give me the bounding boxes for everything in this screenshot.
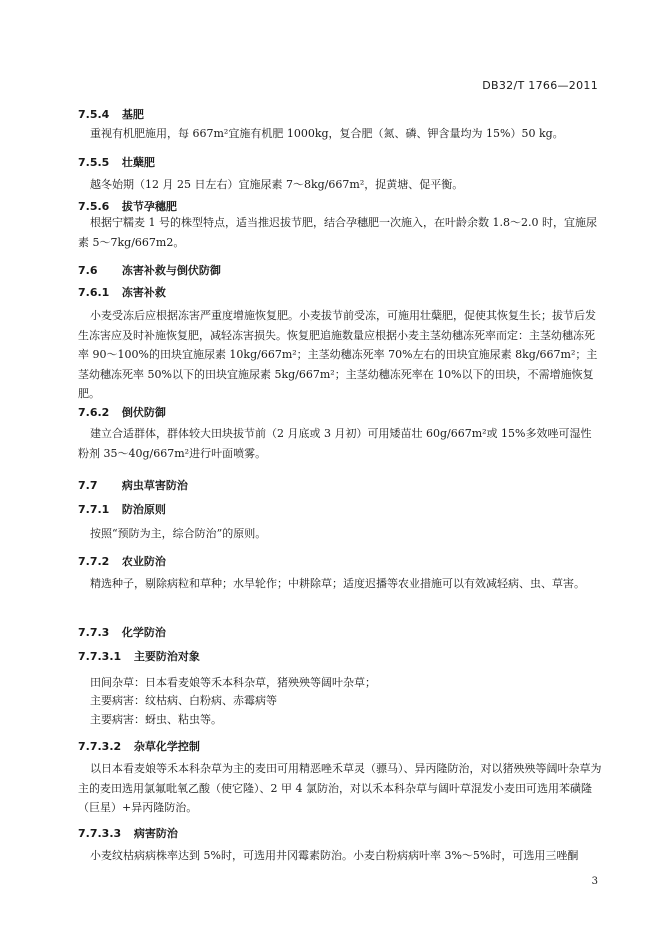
page-number: 3 [591, 876, 598, 887]
list-item: 主要病害：纹枯病、白粉病、赤霉病等 [90, 694, 277, 707]
paragraph-7-7-1 [78, 524, 602, 544]
paragraph-text: 小麦受冻后应根据冻害严重度增施恢复肥。小麦拔节前受冻，可施用壮蘖肥，促使其恢复生长；拔节后发生冻害应及时补施恢复肥，减轻冻害损失。恢复肥追施数量应根据小麦主茎幼穗冻死率而定：主茎幼穗冻死率 90～100%的田块宜施尿素 10kg/667m²；主茎幼穗冻死率 70%左右的田块宜施尿素 8kg/667m²；主茎幼穗冻死率 50%以下的田块宜施尿素 5kg/667m²；主茎幼穗冻死率在 10%以下的田块，不需增施恢复肥。 [78, 309, 598, 400]
paragraph-7-5-4 [78, 124, 602, 144]
section-number: 7.7.3 [78, 626, 110, 639]
section-title: 冻害补救 [121, 286, 166, 299]
paragraph-7-5-6 [78, 213, 602, 252]
section-title: 主要防治对象 [133, 650, 200, 663]
heading-7-7-3-3 [78, 825, 178, 841]
section-number: 7.7 [78, 479, 98, 492]
heading-7-7-2 [78, 553, 166, 569]
section-number: 7.6 [78, 264, 98, 277]
paragraph-text: 重视有机肥施用，每 667m²宜施有机肥 1000kg，复合肥（氮、磷、钾含量均为 15%）50 kg。 [90, 127, 564, 140]
heading-7-6-2 [78, 404, 166, 420]
paragraph-text: 精选种子，剔除病粒和草种；水旱轮作；中耕除草；适度迟播等农业措施可以有效减轻病、虫、草害。 [90, 577, 585, 590]
section-number: 7.7.3.1 [78, 650, 122, 663]
paragraph-7-7-2 [78, 574, 602, 594]
heading-7-7-3-2 [78, 738, 200, 754]
section-number: 7.7.2 [78, 555, 110, 568]
section-number: 7.5.5 [78, 156, 110, 169]
heading-7-7 [78, 477, 188, 493]
section-title: 病虫草害防治 [121, 479, 188, 492]
heading-7-7-1 [78, 501, 166, 517]
paragraph-text: 建立合适群体，群体较大田块拔节前（2 月底或 3 月初）可用矮苗壮 60g/667m²或 15%多效唑可湿性粉剂 35～40g/667m²进行叶面喷雾。 [78, 427, 592, 460]
section-number: 7.5.4 [78, 108, 110, 121]
paragraph-text: 以日本看麦娘等禾本科杂草为主的麦田可用精恶唑禾草灵（骠马）、异丙隆防治，对以猪殃殃等阔叶杂草为主的麦田选用氯氟吡氧乙酸（使它隆）、2 甲 4 氯防治，对以禾本科杂草与阔叶草混发小麦田可选用苯磺隆（巨星）+异丙隆防治。 [78, 762, 602, 814]
heading-7-5-6 [78, 198, 177, 214]
paragraph-7-7-3-3 [78, 846, 602, 866]
section-number: 7.7.3.2 [78, 740, 122, 753]
section-title: 基肥 [121, 108, 144, 121]
list-item: 田间杂草：日本看麦娘等禾本科杂草，猪殃殃等阔叶杂草； [90, 676, 376, 689]
section-title: 倒伏防御 [121, 406, 166, 419]
section-title: 病害防治 [133, 827, 178, 840]
heading-7-6 [78, 262, 221, 278]
paragraph-7-5-5 [78, 175, 602, 195]
section-number: 7.7.3.3 [78, 827, 122, 840]
section-number: 7.6.2 [78, 406, 110, 419]
section-title: 杂草化学控制 [133, 740, 200, 753]
section-title: 拔节孕穗肥 [121, 200, 177, 213]
section-title: 防治原则 [121, 503, 166, 516]
section-title: 壮蘖肥 [121, 156, 155, 169]
paragraph-text: 小麦纹枯病病株率达到 5%时，可选用井冈霉素防治。小麦白粉病病叶率 3%～5%时，可选用三唑酮 [90, 849, 579, 862]
section-number: 7.5.6 [78, 200, 110, 213]
section-title: 化学防治 [121, 626, 166, 639]
paragraph-7-7-3-2 [78, 759, 602, 818]
heading-7-7-3 [78, 624, 166, 640]
heading-7-6-1 [78, 284, 166, 300]
heading-7-5-4 [78, 106, 144, 122]
heading-7-7-3-1 [78, 648, 200, 664]
list-item: 主要病害：蚜虫、粘虫等。 [90, 713, 222, 726]
paragraph-text: 越冬始期（12 月 25 日左右）宜施尿素 7～8kg/667m²，捉黄塘、促平衡。 [90, 178, 464, 191]
heading-7-5-5 [78, 154, 155, 170]
section-number: 7.6.1 [78, 286, 110, 299]
document-code: DB32/T 1766—2011 [482, 79, 598, 92]
section-title: 冻害补救与倒伏防御 [121, 264, 221, 277]
paragraph-text: 按照“预防为主，综合防治”的原则。 [90, 527, 267, 540]
section-title: 农业防治 [121, 555, 166, 568]
section-number: 7.7.1 [78, 503, 110, 516]
paragraph-text: 根据宁糯麦 1 号的株型特点，适当推迟拔节肥，结合孕穗肥一次施入，在叶龄余数 1.8～2.0 时，宜施尿素 5～7kg/667m2。 [78, 216, 597, 249]
paragraph-7-6-1 [78, 306, 602, 404]
paragraph-7-6-2 [78, 424, 602, 463]
